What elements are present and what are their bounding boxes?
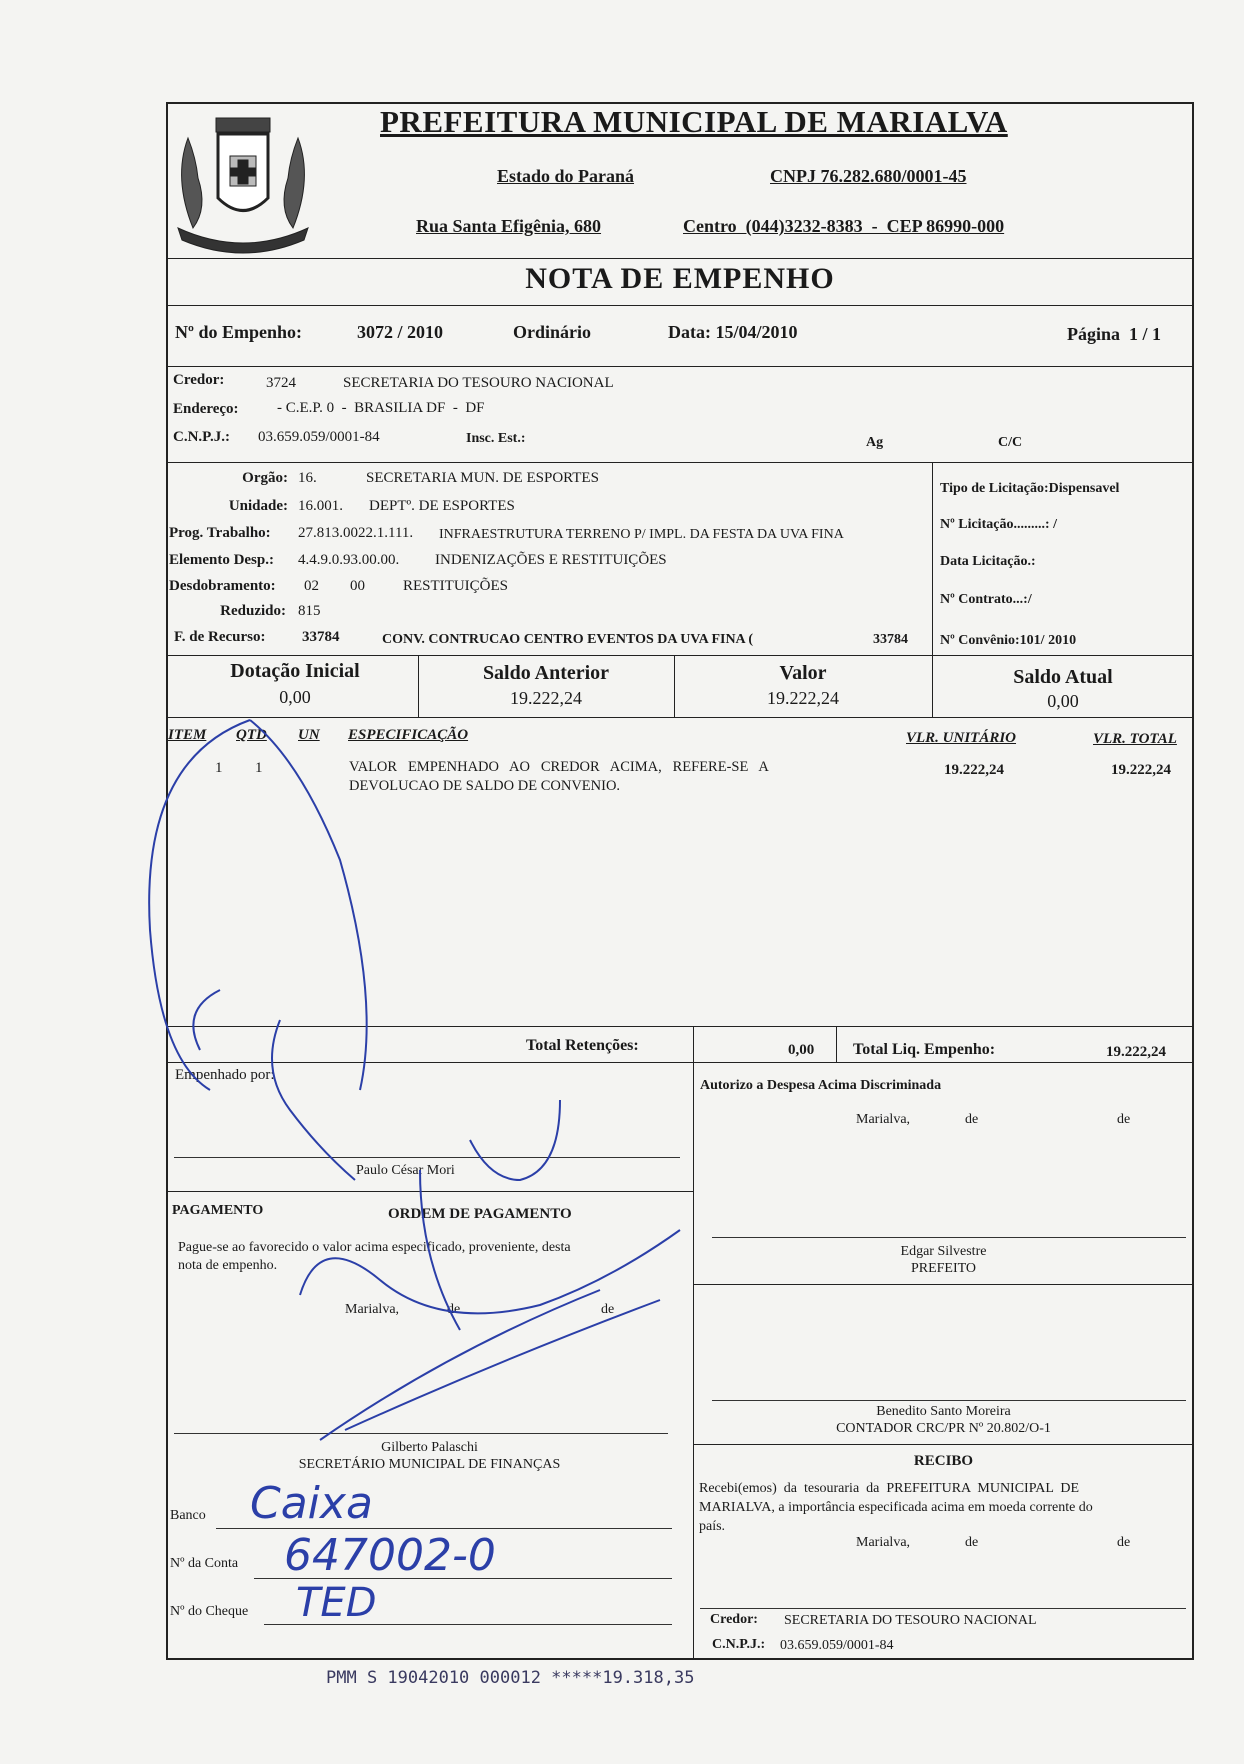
pagamento-de-1: de (447, 1302, 461, 1317)
elemento-code: 4.4.9.0.93.00.00. (298, 552, 400, 568)
tipo-licitacao: Tipo de Licitação:Dispensavel (940, 481, 1120, 496)
elemento-label: Elemento Desp.: (169, 552, 274, 568)
data-licitacao: Data Licitação.: (940, 554, 1036, 569)
unidade-label: Unidade: (228, 498, 288, 514)
empenho-type: Ordinário (513, 322, 592, 342)
recibo-label: RECIBO (913, 1453, 974, 1469)
recibo-line1: Recebi(emos) da tesouraria da PREFEITURA MUNICIPAL DE (699, 1481, 1080, 1496)
reduzido-code: 815 (298, 603, 321, 619)
recibo-credor-label: Credor: (710, 1612, 758, 1627)
dotacao-label: Dotação Inicial (230, 660, 360, 682)
recibo-credor-value: SECRETARIA DO TESOURO NACIONAL (784, 1613, 1037, 1628)
cc-label: C/C (998, 435, 1023, 450)
recibo-line2: MARIALVA, a importância especificada acima em moeda corrente do (699, 1500, 1093, 1515)
credor-name: SECRETARIA DO TESOURO NACIONAL (343, 375, 614, 391)
col-qtd: QTD (236, 727, 267, 743)
recibo-de-1: de (965, 1535, 979, 1550)
document-title: NOTA DE EMPENHO (525, 262, 835, 295)
endereco-value: - C.E.P. 0 - BRASILIA DF - DF (277, 400, 485, 416)
endereco-label: Endereço: (173, 401, 239, 417)
col-vlr-unitario: VLR. UNITÁRIO (906, 730, 1017, 746)
contador-name: Benedito Santo Moreira (876, 1404, 1011, 1419)
autorizo-de-2: de (1117, 1112, 1131, 1127)
desdobramento-b: 00 (350, 578, 365, 594)
recurso-label: F. de Recurso: (174, 629, 266, 645)
secretario-name: Gilberto Palaschi (381, 1440, 478, 1455)
recurso-code: 33784 (302, 629, 340, 645)
conta-handwritten: 647002-0 (284, 1530, 496, 1581)
valor-label: Valor (779, 662, 827, 684)
retencoes-label: Total Retenções: (526, 1037, 639, 1054)
credor-label: Credor: (173, 372, 225, 388)
prefeito-name: Edgar Silvestre (900, 1244, 987, 1259)
page-number: Página 1 / 1 (1067, 324, 1162, 344)
pagamento-de-2: de (601, 1302, 615, 1317)
conta-label: Nº da Conta (170, 1556, 239, 1571)
col-item: ITEM (168, 727, 207, 743)
recibo-cnpj-label: C.N.P.J.: (712, 1637, 766, 1652)
pagamento-city: Marialva, (345, 1302, 400, 1317)
prog-desc: INFRAESTRUTURA TERRENO P/ IMPL. DA FESTA DA UVA FINA (439, 527, 844, 542)
cheque-label: Nº do Cheque (170, 1604, 249, 1619)
credor-cnpj: 03.659.059/0001-84 (258, 429, 380, 445)
desdobramento-desc: RESTITUIÇÕES (403, 578, 508, 594)
saldo-anterior-label: Saldo Anterior (482, 662, 610, 684)
ordem-pagamento-label: ORDEM DE PAGAMENTO (388, 1206, 572, 1222)
banco-label: Banco (170, 1508, 206, 1523)
recurso-desc: CONV. CONTRUCAO CENTRO EVENTOS DA UVA FINA ( (382, 632, 754, 647)
item-total-value: 19.222,24 (1111, 762, 1171, 778)
cheque-handwritten: TED (296, 1580, 377, 1626)
page-title: PREFEITURA MUNICIPAL DE MARIALVA (380, 104, 1008, 139)
autorizo-label: Autorizo a Despesa Acima Discriminada (700, 1078, 942, 1093)
retencoes-value: 0,00 (788, 1042, 815, 1058)
prog-label: Prog. Trabalho: (169, 525, 271, 541)
col-especificacao: ESPECIFICAÇÃO (348, 727, 469, 743)
col-un: UN (298, 727, 320, 743)
desdobramento-a: 02 (304, 578, 319, 594)
empenho-number-label: Nº do Empenho: (175, 322, 302, 342)
item-desc-line2: DEVOLUCAO DE SALDO DE CONVENIO. (349, 778, 621, 794)
banco-handwritten: Caixa (250, 1478, 373, 1529)
pagamento-label: PAGAMENTO (172, 1203, 264, 1218)
recurso-code-2: 33784 (873, 632, 908, 647)
item-unit-value: 19.222,24 (944, 762, 1004, 778)
saldo-atual-label: Saldo Atual (1013, 666, 1113, 688)
prog-code: 27.813.0022.1.111. (298, 525, 414, 541)
dotacao-value: 0,00 (279, 687, 311, 707)
numero-contrato: Nº Contrato...:/ (940, 592, 1032, 607)
saldo-atual-value: 0,00 (1047, 691, 1079, 711)
header-contact: Centro (044)3232-8383 - CEP 86990-000 (683, 216, 1005, 236)
ag-label: Ag (866, 435, 884, 450)
desdobramento-label: Desdobramento: (169, 578, 276, 594)
elemento-desc: INDENIZAÇÕES E RESTITUIÇÕES (435, 552, 667, 568)
numero-licitacao: Nº Licitação.........: / (940, 517, 1057, 532)
reduzido-label: Reduzido: (220, 603, 286, 619)
item-number: 1 (215, 760, 223, 776)
autorizo-de-1: de (965, 1112, 979, 1127)
secretario-title: SECRETÁRIO MUNICIPAL DE FINANÇAS (298, 1457, 561, 1472)
unidade-code: 16.001. (298, 498, 343, 514)
recibo-cnpj-value: 03.659.059/0001-84 (780, 1638, 894, 1653)
contador-title: CONTADOR CRC/PR Nº 20.802/O-1 (836, 1421, 1051, 1436)
empenhado-name: Paulo César Mori (356, 1163, 455, 1178)
item-qtd: 1 (255, 760, 263, 776)
col-vlr-total: VLR. TOTAL (1093, 731, 1177, 747)
orgao-label: Orgão: (242, 470, 288, 486)
header-address: Rua Santa Efigênia, 680 (416, 216, 602, 236)
empenhado-label: Empenhado por: (175, 1067, 275, 1083)
orgao-desc: SECRETARIA MUN. DE ESPORTES (366, 470, 599, 486)
valor-value: 19.222,24 (767, 688, 839, 708)
total-liq-value: 19.222,24 (1106, 1044, 1166, 1060)
prefeito-title: PREFEITO (910, 1261, 977, 1276)
recibo-de-2: de (1117, 1535, 1131, 1550)
unidade-desc: DEPTº. DE ESPORTES (369, 498, 515, 514)
autorizo-city: Marialva, (856, 1112, 911, 1127)
pague-line2: nota de empenho. (178, 1258, 278, 1273)
state-name: Estado do Paraná (497, 166, 635, 186)
numero-convenio: Nº Convênio:101/ 2010 (940, 633, 1077, 648)
saldo-anterior-value: 19.222,24 (510, 688, 582, 708)
orgao-code: 16. (298, 470, 317, 486)
processing-stamp: PMM S 19042010 000012 *****19.318,35 (326, 1668, 695, 1688)
credor-code: 3724 (266, 375, 296, 391)
header-cnpj: CNPJ 76.282.680/0001-45 (770, 166, 967, 186)
recibo-city: Marialva, (856, 1535, 911, 1550)
insc-est-label: Insc. Est.: (466, 431, 526, 446)
item-desc-line1: VALOR EMPENHADO AO CREDOR ACIMA, REFERE-SE A (349, 759, 769, 775)
empenho-date: Data: 15/04/2010 (668, 322, 798, 342)
recibo-line3: país. (699, 1519, 726, 1534)
pague-line1: Pague-se ao favorecido o valor acima especificado, proveniente, desta (178, 1240, 571, 1255)
total-liq-label: Total Liq. Empenho: (853, 1041, 996, 1058)
empenho-number: 3072 / 2010 (357, 322, 444, 342)
credor-cnpj-label: C.N.P.J.: (173, 429, 230, 445)
